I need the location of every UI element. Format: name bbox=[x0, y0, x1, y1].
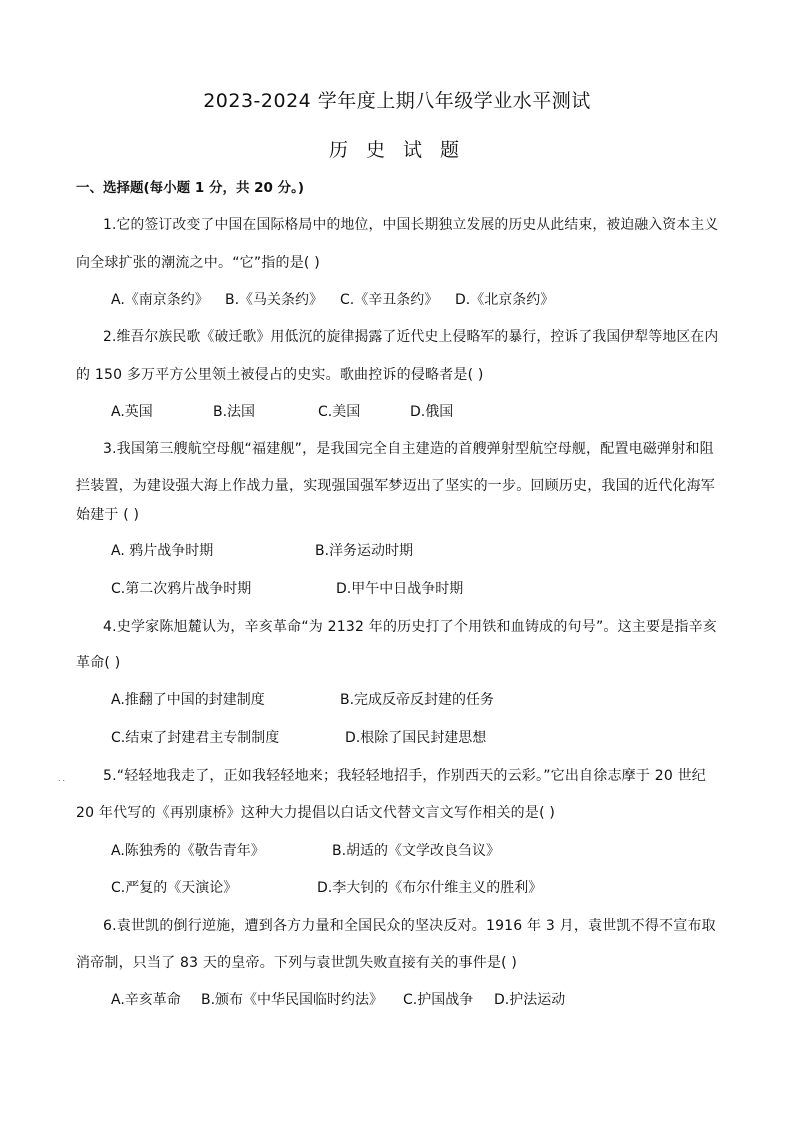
question-4-line-1: 4.史学家陈旭麓认为，辛亥革命“为 2132 年的历史打了个用铁和血铸成的句号”。这主要是指辛亥 bbox=[103, 619, 717, 635]
question-6-line-1: 6.袁世凯的倒行逆施，遭到各方力量和全国民众的坚决反对。1916 年 3 月，袁世凯不得不宣布取 bbox=[103, 918, 716, 934]
question-5-line-2: 20 年代写的《再别康桥》这种大力提倡以白话文代替文言文写作相关的是( ) bbox=[76, 805, 556, 821]
question-5-option-a: A.陈独秀的《敬告青年》 bbox=[111, 843, 265, 859]
question-2-line-1: 2.维吾尔族民歌《破迁歌》用低沉的旋律揭露了近代史上侵略军的暴行，控诉了我国伊犁等地区在内 bbox=[103, 329, 719, 345]
question-4-option-a: A.推翻了中国的封建制度 bbox=[111, 692, 265, 708]
question-2-option-c: C.美国 bbox=[318, 404, 361, 420]
question-1-option-d: D.《北京条约》 bbox=[455, 292, 555, 308]
question-2-line-2: 的 150 多万平方公里领土被侵占的史实。歌曲控诉的侵略者是( ) bbox=[76, 367, 484, 383]
question-4-line-2: 革命( ) bbox=[76, 655, 121, 671]
question-1-line-2: 向全球扩张的潮流之中。“它”指的是( ) bbox=[76, 255, 320, 271]
section-heading: 一、选择题(每小题 1 分，共 20 分。) bbox=[76, 180, 305, 196]
question-4-option-c: C.结束了封建君主专制制度 bbox=[111, 730, 280, 746]
question-6-option-a: A.辛亥革命 bbox=[111, 992, 181, 1008]
question-6-line-2: 消帝制，只当了 83 天的皇帝。下列与袁世凯失败直接有关的事件是( ) bbox=[76, 955, 518, 971]
question-1-line-1: 1.它的签订改变了中国在国际格局中的地位，中国长期独立发展的历史从此结束，被迫融入资本主义 bbox=[103, 217, 719, 233]
question-3-option-c: C.第二次鸦片战争时期 bbox=[111, 581, 252, 597]
question-2-option-b: B.法国 bbox=[213, 404, 256, 420]
question-6-option-b: B.颁布《中华民国临时约法》 bbox=[201, 992, 384, 1008]
question-5-option-c: C.严复的《天演论》 bbox=[111, 880, 238, 896]
question-1-option-c: C.《辛丑条约》 bbox=[340, 292, 439, 308]
question-1-option-b: B.《马关条约》 bbox=[225, 292, 324, 308]
stray-mark: ˙˙ bbox=[57, 780, 66, 790]
question-4-option-b: B.完成反帝反封建的任务 bbox=[340, 692, 495, 708]
question-5-line-1: 5.“轻轻地我走了，正如我轻轻地来；我轻轻地招手，作别西天的云彩。”它出自徐志摩于 20 世纪 bbox=[103, 768, 706, 784]
exam-subtitle: 历 史 试 题 bbox=[328, 139, 466, 161]
question-6-option-c: C.护国战争 bbox=[403, 992, 474, 1008]
question-2-option-d: D.俄国 bbox=[410, 404, 454, 420]
question-3-line-3: 始建于 ( ) bbox=[76, 507, 140, 523]
question-3-line-1: 3.我国第三艘航空母舰“福建舰”，是我国完全自主建造的首艘弹射型航空母舰，配置电磁弹射和阻 bbox=[103, 441, 714, 457]
question-2-option-a: A.英国 bbox=[111, 404, 153, 420]
question-5-option-d: D.李大钊的《布尔什维主义的胜利》 bbox=[317, 880, 543, 896]
question-6-option-d: D.护法运动 bbox=[494, 992, 566, 1008]
question-4-option-d: D.根除了国民封建思想 bbox=[345, 730, 487, 746]
exam-title: 2023-2024 学年度上期八年级学业水平测试 bbox=[203, 90, 591, 112]
question-1-option-a: A.《南京条约》 bbox=[111, 292, 209, 308]
question-3-line-2: 拦装置，为建设强大海上作战力量，实现强国强军梦迈出了坚实的一步。回顾历史，我国的近代化海军 bbox=[76, 478, 715, 494]
question-3-option-a: A. 鸦片战争时期 bbox=[111, 543, 214, 559]
question-3-option-d: D.甲午中日战争时期 bbox=[336, 581, 464, 597]
question-3-option-b: B.洋务运动时期 bbox=[315, 543, 414, 559]
question-5-option-b: B.胡适的《文学改良刍议》 bbox=[332, 843, 501, 859]
